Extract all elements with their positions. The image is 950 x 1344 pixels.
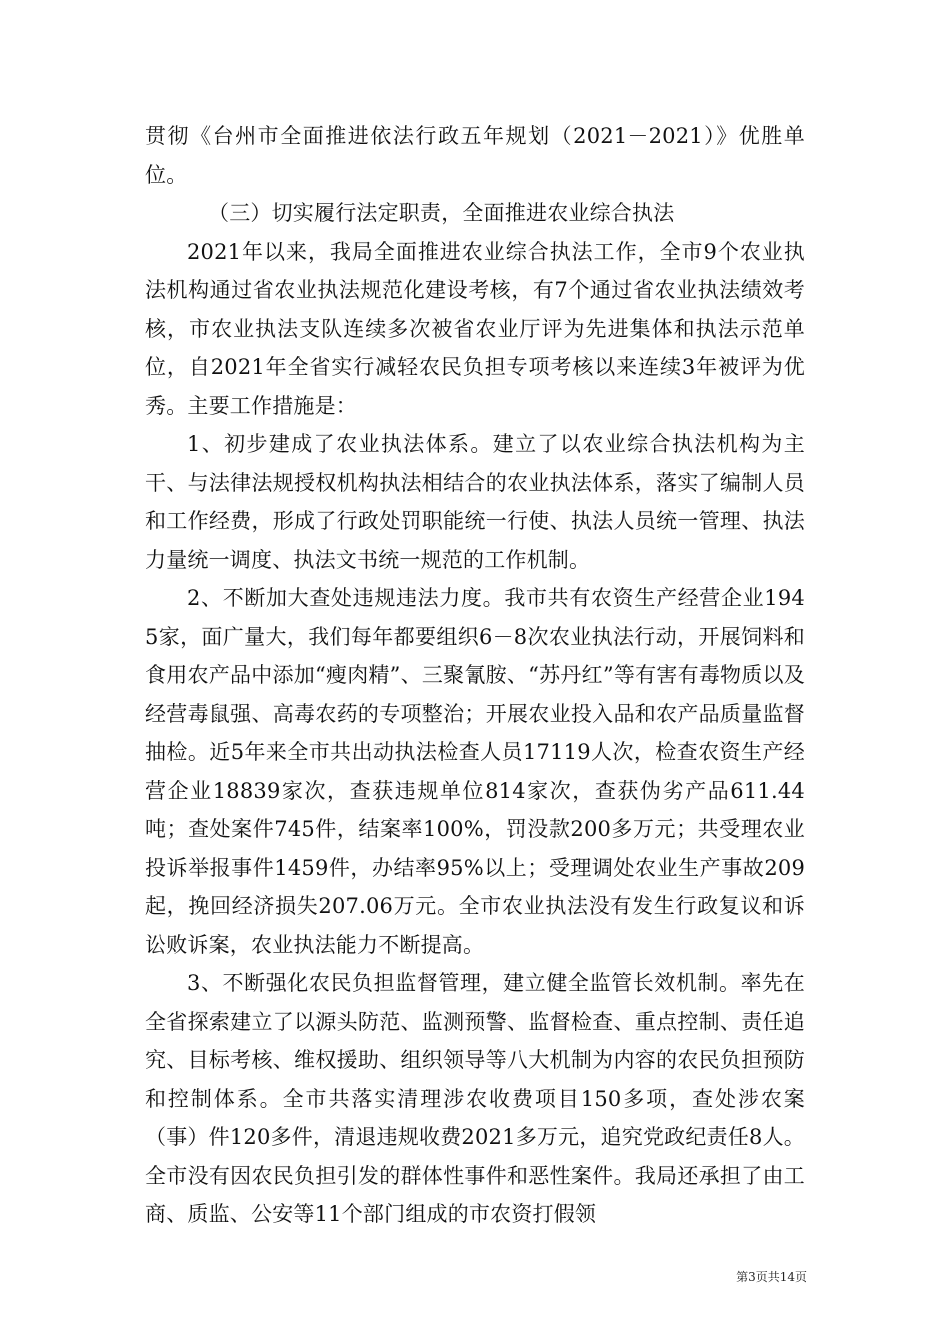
document-body bbox=[145, 117, 805, 1234]
paragraph-item-3: 3、不断强化农民负担监督管理，建立健全监管长效机制。率先在全省探索建立了以源头防范、监测预警、监督检查、重点控制、责任追究、目标考核、维权援助、组织领导等八大机制为内容的农民负担预防和控制体系。全市共落实清理涉农收费项目150多项，查处涉农案（事）件120多件，清退违规收费2021多万元，追究党政纪责任8人。全市没有因农民负担引发的群体性事件和恶性案件。我局还承担了由工商、质监、公安等11个部门组成的市农资打假领 bbox=[145, 971, 805, 1226]
section-heading: （三）切实履行法定职责，全面推进农业综合执法 bbox=[208, 201, 675, 225]
paragraph-item-1: 1、初步建成了农业执法体系。建立了以农业综合执法机构为主干、与法律法规授权机构执法相结合的农业执法体系，落实了编制人员和工作经费，形成了行政处罚职能统一行使、执法人员统一管理、执法力量统一调度、执法文书统一规范的工作机制。 bbox=[145, 432, 805, 572]
paragraph-continuation: 贯彻《台州市全面推进依法行政五年规划（2021－2021）》优胜单位。 bbox=[145, 124, 805, 187]
paragraph-item-2: 2、不断加大查处违规违法力度。我市共有农资生产经营企业1945家，面广量大，我们每年都要组织6－8次农业执法行动，开展饲料和食用农产品中添加“瘦肉精”、三聚氰胺、“苏丹红”等有害有毒物质以及经营毒鼠强、高毒农药的专项整治；开展农业投入品和农产品质量监督抽检。近5年来全市共出动执法检查人员17119人次，检查农资生产经营企业18839家次，查获违规单位814家次，查获伪劣产品611.44吨；查处案件745件，结案率100%，罚没款200多万元；共受理农业投诉举报事件1459件，办结率95%以上；受理调处农业生产事故209起，挽回经济损失207.06万元。全市农业执法没有发生行政复议和诉讼败诉案，农业执法能力不断提高。 bbox=[145, 586, 805, 957]
paragraph-intro: 2021年以来，我局全面推进农业综合执法工作，全市9个农业执法机构通过省农业执法规范化建设考核，有7个通过省农业执法绩效考核，市农业执法支队连续多次被省农业厅评为先进集体和执法示范单位，自2021年全省实行减轻农民负担专项考核以来连续3年被评为优秀。主要工作措施是： bbox=[145, 239, 805, 418]
page-number: 第3页共14页 bbox=[736, 1270, 807, 1284]
